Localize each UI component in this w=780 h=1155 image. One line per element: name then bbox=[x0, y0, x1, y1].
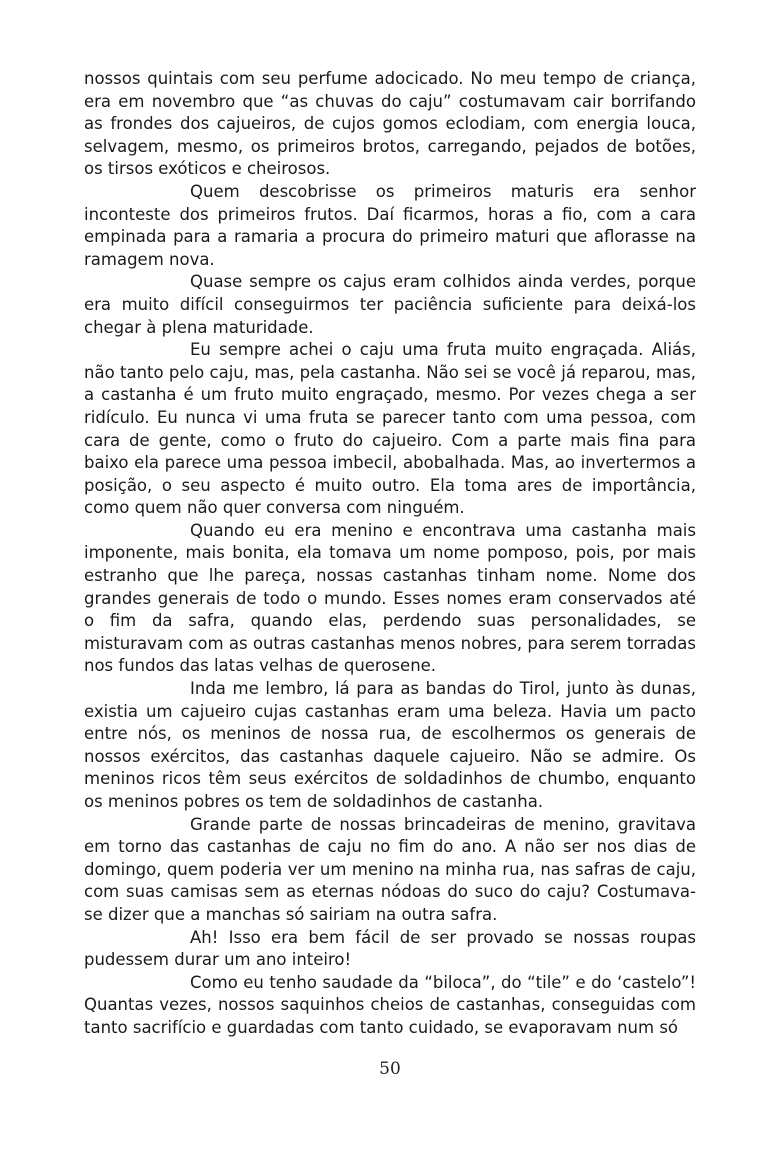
paragraph-2: Quem descobrisse os primeiros maturis era senhor inconteste dos primeiros frutos. Daí ficarmos, horas a fio, com a cara empinada para a ramaria a procura do primeiro maturi que aflorasse na ramagem nova. bbox=[84, 181, 696, 269]
body-text bbox=[84, 68, 696, 1040]
page-number: 50 bbox=[379, 1059, 401, 1079]
paragraph-1: nossos quintais com seu perfume adocicado. No meu tempo de criança, era em novembro que “as chuvas do caju” costumavam cair borrifando as frondes dos cajueiros, de cujos gomos eclodiam, com energia louca, selvagem, mesmo, os primeiros brotos, carregando, pejados de botões, os tirsos exóticos e cheirosos. bbox=[84, 69, 696, 179]
paragraph-9: Como eu tenho saudade da “biloca”, do “tile” e do ‘castelo”! Quantas vezes, nossos saquinhos cheios de castanhas, conseguidas com tanto sacrifício e guardadas com tanto cuidado, se evaporavam num só bbox=[84, 972, 696, 1037]
paragraph-5: Quando eu era menino e encontrava uma castanha mais imponente, mais bonita, ela tomava um nome pomposo, pois, por mais estranho que lhe pareça, nossas castanhas tinham nome. Nome dos grandes generais de todo o mundo. Esses nomes eram conservados até o fim da safra, quando elas, perdendo suas personalidades, se misturavam com as outras castanhas menos nobres, para serem torradas nos fundos das latas velhas de querosene. bbox=[84, 520, 696, 676]
paragraph-3: Quase sempre os cajus eram colhidos ainda verdes, porque era muito difícil conseguirmos ter paciência suficiente para deixá-los chegar à plena maturidade. bbox=[84, 272, 696, 337]
paragraph-8: Ah! Isso era bem fácil de ser provado se nossas roupas pudessem durar um ano inteiro! bbox=[84, 927, 696, 970]
paragraph-7: Grande parte de nossas brincadeiras de menino, gravitava em torno das castanhas de caju no fim do ano. A não ser nos dias de domingo, quem poderia ver um menino na minha rua, nas safras de caju, com suas camisas sem as eternas nódoas do suco do caju? Costumava-se dizer que a manchas só sairiam na outra safra. bbox=[84, 814, 696, 924]
paragraph-4: Eu sempre achei o caju uma fruta muito engraçada. Aliás, não tanto pelo caju, mas, pela castanha. Não sei se você já reparou, mas, a castanha é um fruto muito engraçado, mesmo. Por vezes chega a ser ridículo. Eu nunca vi uma fruta se parecer tanto com uma pessoa, com cara de gente, como o fruto do cajueiro. Com a parte mais fina para baixo ela parece uma pessoa imbecil, abobalhada. Mas, ao invertermos a posição, o seu aspecto é muito outro. Ela toma ares de importância, como quem não quer conversa com ninguém. bbox=[84, 340, 696, 518]
paragraph-6: Inda me lembro, lá para as bandas do Tirol, junto às dunas, existia um cajueiro cujas castanhas eram uma beleza. Havia um pacto entre nós, os meninos de nossa rua, de escolhermos os generais de nossos exércitos, das castanhas daquele cajueiro. Não se admire. Os meninos ricos têm seus exércitos de soldadinhos de chumbo, enquanto os meninos pobres os tem de soldadinhos de castanha. bbox=[84, 679, 696, 811]
